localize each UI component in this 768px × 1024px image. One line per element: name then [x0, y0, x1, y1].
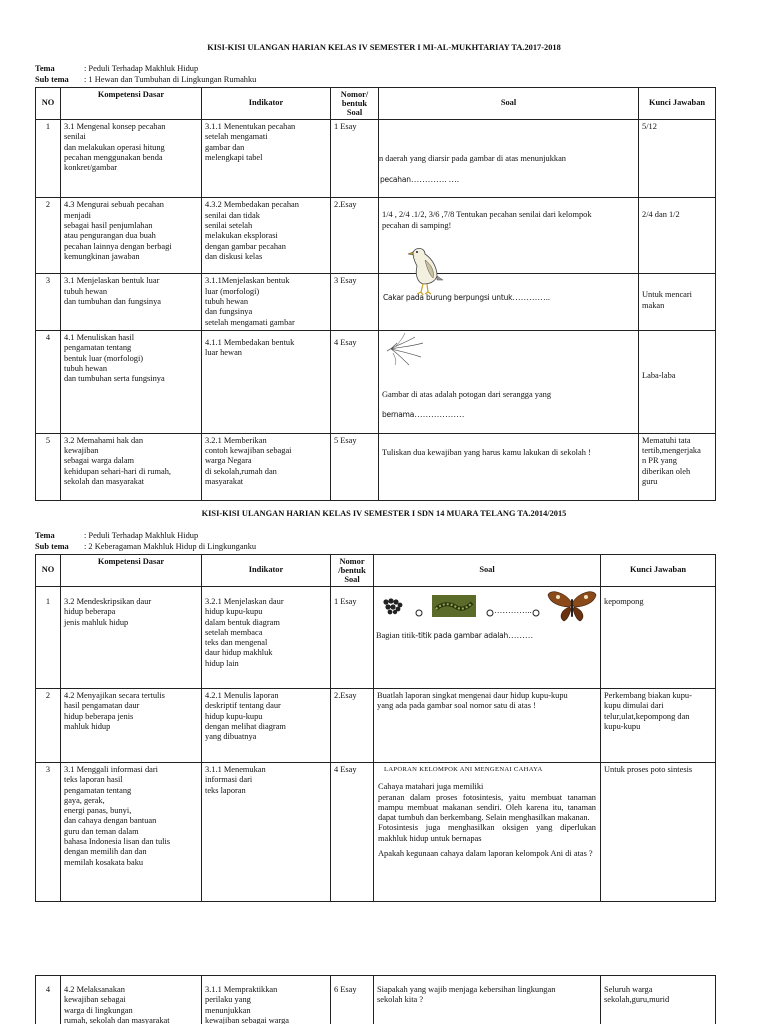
- report-question: Apakah kegunaan cahaya dalam laporan kelompok Ani di atas ?: [378, 849, 593, 859]
- row-soal: [379, 274, 639, 330]
- doc3-table: [35, 975, 716, 1024]
- row-indikator: 4.3.2 Membedakan pecahan senilai dan tidak senilai setelah melakukan eksplorasi dengan gambar pecahan dan diskusi kelas: [202, 198, 331, 274]
- soal-handwriting: bernama: [382, 410, 415, 420]
- soal-dots: …………. ….: [410, 174, 459, 184]
- row-nomor: 3 Esay: [331, 274, 379, 330]
- table-row: [36, 763, 716, 902]
- soal-handwriting: Cakar pada burung berpungsi untuk: [383, 293, 513, 303]
- row-indikator: 4.2.1 Menulis laporan deskriptif tentang daur hidup kupu-kupu dengan melihat diagram yang dibuatnya: [202, 689, 331, 763]
- row-no: 2: [36, 198, 61, 274]
- doc1-header-row: [36, 88, 716, 120]
- report-paragraph-2: peranan dalam proses fotosintesis, yaitu membuat tanaman mampu membuat makanan sendiri. Oleh karena itu, tanaman dapat tumbuh dan berkembang. Selain menghasilkan makanan.: [378, 792, 596, 823]
- row-kunci: 2/4 dan 1/2: [639, 198, 716, 274]
- doc2-header-row: [36, 555, 716, 587]
- row-nomor: 1 Esay: [331, 120, 379, 198]
- row-no: 3: [36, 763, 61, 902]
- soal-dots: …………..: [512, 293, 550, 303]
- row-nomor: 2.Esay: [331, 198, 379, 274]
- row-kd: 4.3 Mengurai sebuah pecahan menjadi sebagai hasil penjumlahan atau pengurangan dua buah pecahan lainnya dengan berbagi kemungkinan jawaban: [61, 198, 202, 274]
- arrow-circle-icon: [486, 609, 494, 617]
- row-nomor: 6 Esay: [331, 976, 374, 1024]
- row-kd: 3.2 Memahami hak dan kewajiban sebagai warga dalam kehidupan sehari-hari di rumah, sekolah dan masyarakat: [61, 433, 202, 500]
- egg-cluster-icon: [382, 597, 404, 615]
- row-indikator: 3.1.1 Mempraktikkan perilaku yang menunjukkan kewajiban sebagai warga: [202, 976, 331, 1024]
- row-no: 1: [36, 120, 61, 198]
- row-kd: 3.1 Mengenal konsep pecahan senilai dan melakukan operasi hitung pecahan menggunakan benda konkret/gambar: [61, 120, 202, 198]
- doc2-tema-label: Tema: [35, 531, 55, 540]
- row-kunci: Perkembang biakan kupu- kupu dimulai dari telur,ulat,kepompong dan kupu-kupu: [601, 689, 716, 763]
- row-no: 1: [36, 587, 61, 689]
- life-cycle-diagram: [382, 595, 602, 625]
- soal-text: n daerah yang diarsir pada gambar di atas menunjukkan: [379, 154, 566, 164]
- row-soal: [374, 763, 601, 902]
- doc2-table: [35, 554, 716, 902]
- header-kd: Kompetensi Dasar: [61, 555, 202, 587]
- doc1-title: KISI-KISI ULANGAN HARIAN KELAS IV SEMESTER I MI-AL-MUKHTARIAY TA.2017-2018: [207, 43, 561, 52]
- soal-handwriting: titik pada gambar adalah: [418, 631, 509, 640]
- doc1-tema: [35, 64, 198, 74]
- row-kd: 3.2 Mendeskripsikan daur hidup beberapa jenis mahluk hidup: [61, 587, 202, 689]
- header-indikator: Indikator: [202, 555, 331, 587]
- caterpillar-icon: [432, 595, 476, 617]
- header-no: NO: [36, 555, 61, 587]
- header-no: NO: [36, 88, 61, 120]
- row-nomor: 1 Esay: [331, 587, 374, 689]
- table-row: [36, 274, 716, 330]
- row-kunci: Untuk proses poto sintesis: [601, 763, 716, 902]
- row-nomor: 5 Esay: [331, 433, 379, 500]
- row-soal: Buatlah laporan singkat mengenai daur hidup kupu-kupu yang ada pada gambar soal nomor satu di atas !: [374, 689, 601, 763]
- soal-answer-line: [376, 631, 533, 641]
- doc2-tema: [35, 531, 198, 541]
- table-row: [36, 976, 716, 1024]
- row-indikator: 3.2.1 Menjelaskan daur hidup kupu-kupu dalam bentuk diagram setelah membaca teks dan mengenal daur hidup makhluk hidup lain: [202, 587, 331, 689]
- row-nomor: 2.Esay: [331, 689, 374, 763]
- row-nomor: 4 Esay: [331, 330, 379, 433]
- row-kunci: Untuk mencari makan: [639, 274, 716, 330]
- soal-answer-line: [379, 175, 635, 185]
- row-indikator: 3.1.1 Menentukan pecahan setelah mengamati gambar dan melengkapi tabel: [202, 120, 331, 198]
- row-soal: [379, 120, 639, 198]
- doc1-tema-value: : Peduli Terhadap Makhluk Hidup: [84, 64, 199, 73]
- soal-answer-line: [382, 410, 635, 420]
- row-soal: 1/4 , 2/4 .1/2, 3/6 ,7/8 Tentukan pecahan senilai dari kelompok pecahan di samping!: [379, 198, 639, 274]
- doc2-subtema: [35, 542, 256, 552]
- header-nomor: Nomor /bentuk Soal: [331, 555, 374, 587]
- header-nomor: Nomor/ bentuk Soal: [331, 88, 379, 120]
- report-heading: LAPORAN KELOMPOK ANI MENGENAI CAHAYA: [384, 766, 543, 773]
- table-row: [36, 587, 716, 689]
- table-row: [36, 330, 716, 433]
- row-kunci: 5/12: [639, 120, 716, 198]
- header-kunci: Kunci Jawaban: [601, 555, 716, 587]
- doc1-tema-label: Tema: [35, 64, 55, 73]
- spider-leg-illustration: [383, 331, 427, 367]
- butterfly-icon: [546, 589, 598, 625]
- table-row: [36, 433, 716, 500]
- row-indikator: 3.1.1 Menemukan informasi dari teks laporan: [202, 763, 331, 902]
- soal-answer-line: [383, 293, 550, 303]
- header-soal: Soal: [374, 555, 601, 587]
- row-nomor: 4 Esay: [331, 763, 374, 902]
- header-kd: Kompetensi Dasar: [61, 88, 202, 120]
- report-paragraph-3: Fotosintesis juga menghasilkan oksigen yang diperlukan makhluk hidup untuk bernapas: [378, 823, 596, 843]
- row-indikator: 3.2.1 Memberikan contoh kewajiban sebagai warga Negara di sekolah,rumah dan masyarakat: [202, 433, 331, 500]
- doc1-subtema: [35, 75, 256, 85]
- row-kd: 4.1 Menuliskan hasil pengamatan tentang bentuk luar (morfologi) tubuh hewan dan tumbuhan serta fungsinya: [61, 330, 202, 433]
- doc2-subtema-value: : 2 Keberagaman Makhluk Hidup di Lingkunganku: [84, 542, 257, 551]
- row-no: 4: [36, 330, 61, 433]
- doc2-tema-value: : Peduli Terhadap Makhluk Hidup: [84, 531, 199, 540]
- bird-illustration: [401, 244, 445, 298]
- row-kd: 4.2 Melaksanakan kewajiban sebagai warga di lingkungan rumah, sekolah dan masyarakat: [61, 976, 202, 1024]
- table-row: [36, 120, 716, 198]
- diagram-blank: …………..: [494, 606, 532, 615]
- table-row: [36, 198, 716, 274]
- row-soal: [374, 587, 601, 689]
- arrow-circle-icon: [415, 609, 423, 617]
- row-kd: 3.1 Menjelaskan bentuk luar tubuh hewan dan tumbuhan dan fungsinya: [61, 274, 202, 330]
- soal-handwriting: pecahan: [380, 174, 411, 184]
- row-kd: 3.1 Menggali informasi dari teks laporan hasil pengamatan tentang gaya, gerak, energi panas, bunyi, dan cahaya dengan bantuan guru dan teman dalam bahasa Indonesia lisan dan tulis dengan memilih dan dan memilah kosakata baku: [61, 763, 202, 902]
- soal-dots: ………………: [414, 410, 465, 420]
- report-paragraph-1: Cahaya matahari juga memiliki: [378, 782, 484, 792]
- header-kunci: Kunci Jawaban: [639, 88, 716, 120]
- soal-text: Gambar di atas adalah potogan dari serangga yang: [382, 389, 552, 399]
- row-soal: Siapakah yang wajib menjaga kebersihan lingkungan sekolah kita ?: [374, 976, 601, 1024]
- doc1-subtema-value: : 1 Hewan dan Tumbuhan di Lingkungan Rumahku: [84, 75, 257, 84]
- doc1-table: [35, 87, 716, 501]
- row-kunci: Laba-laba: [639, 330, 716, 433]
- arrow-circle-icon: [532, 609, 540, 617]
- row-no: 3: [36, 274, 61, 330]
- table-row: [36, 689, 716, 763]
- header-soal: Soal: [379, 88, 639, 120]
- row-no: 2: [36, 689, 61, 763]
- doc2-subtema-label: Sub tema: [35, 542, 69, 551]
- row-soal: Tuliskan dua kewajiban yang harus kamu lakukan di sekolah !: [379, 433, 639, 500]
- row-no: 4: [36, 976, 61, 1024]
- row-kd: 4.2 Menyajikan secara tertulis hasil pengamatan daur hidup beberapa jenis mahluk hidup: [61, 689, 202, 763]
- soal-dots: ………: [508, 631, 534, 640]
- header-indikator: Indikator: [202, 88, 331, 120]
- row-indikator: 3.1.1Menjelaskan bentuk luar (morfologi) tubuh hewan dan fungsinya setelah mengamati gambar: [202, 274, 331, 330]
- row-kunci: Seluruh warga sekolah,guru,murid: [601, 976, 716, 1024]
- row-soal: [379, 330, 639, 433]
- row-kunci: kepompong: [601, 587, 716, 689]
- row-indikator: 4.1.1 Membedakan bentuk luar hewan: [202, 330, 331, 433]
- row-kunci: Mematuhi tata tertib,mengerjaka n PR yang diberikan oleh guru: [639, 433, 716, 500]
- row-no: 5: [36, 433, 61, 500]
- doc1-subtema-label: Sub tema: [35, 75, 69, 84]
- doc2-title: KISI-KISI ULANGAN HARIAN KELAS IV SEMESTER I SDN 14 MUARA TELANG TA.2014/2015: [201, 509, 567, 518]
- soal-prefix: Bagian titik-: [376, 631, 419, 640]
